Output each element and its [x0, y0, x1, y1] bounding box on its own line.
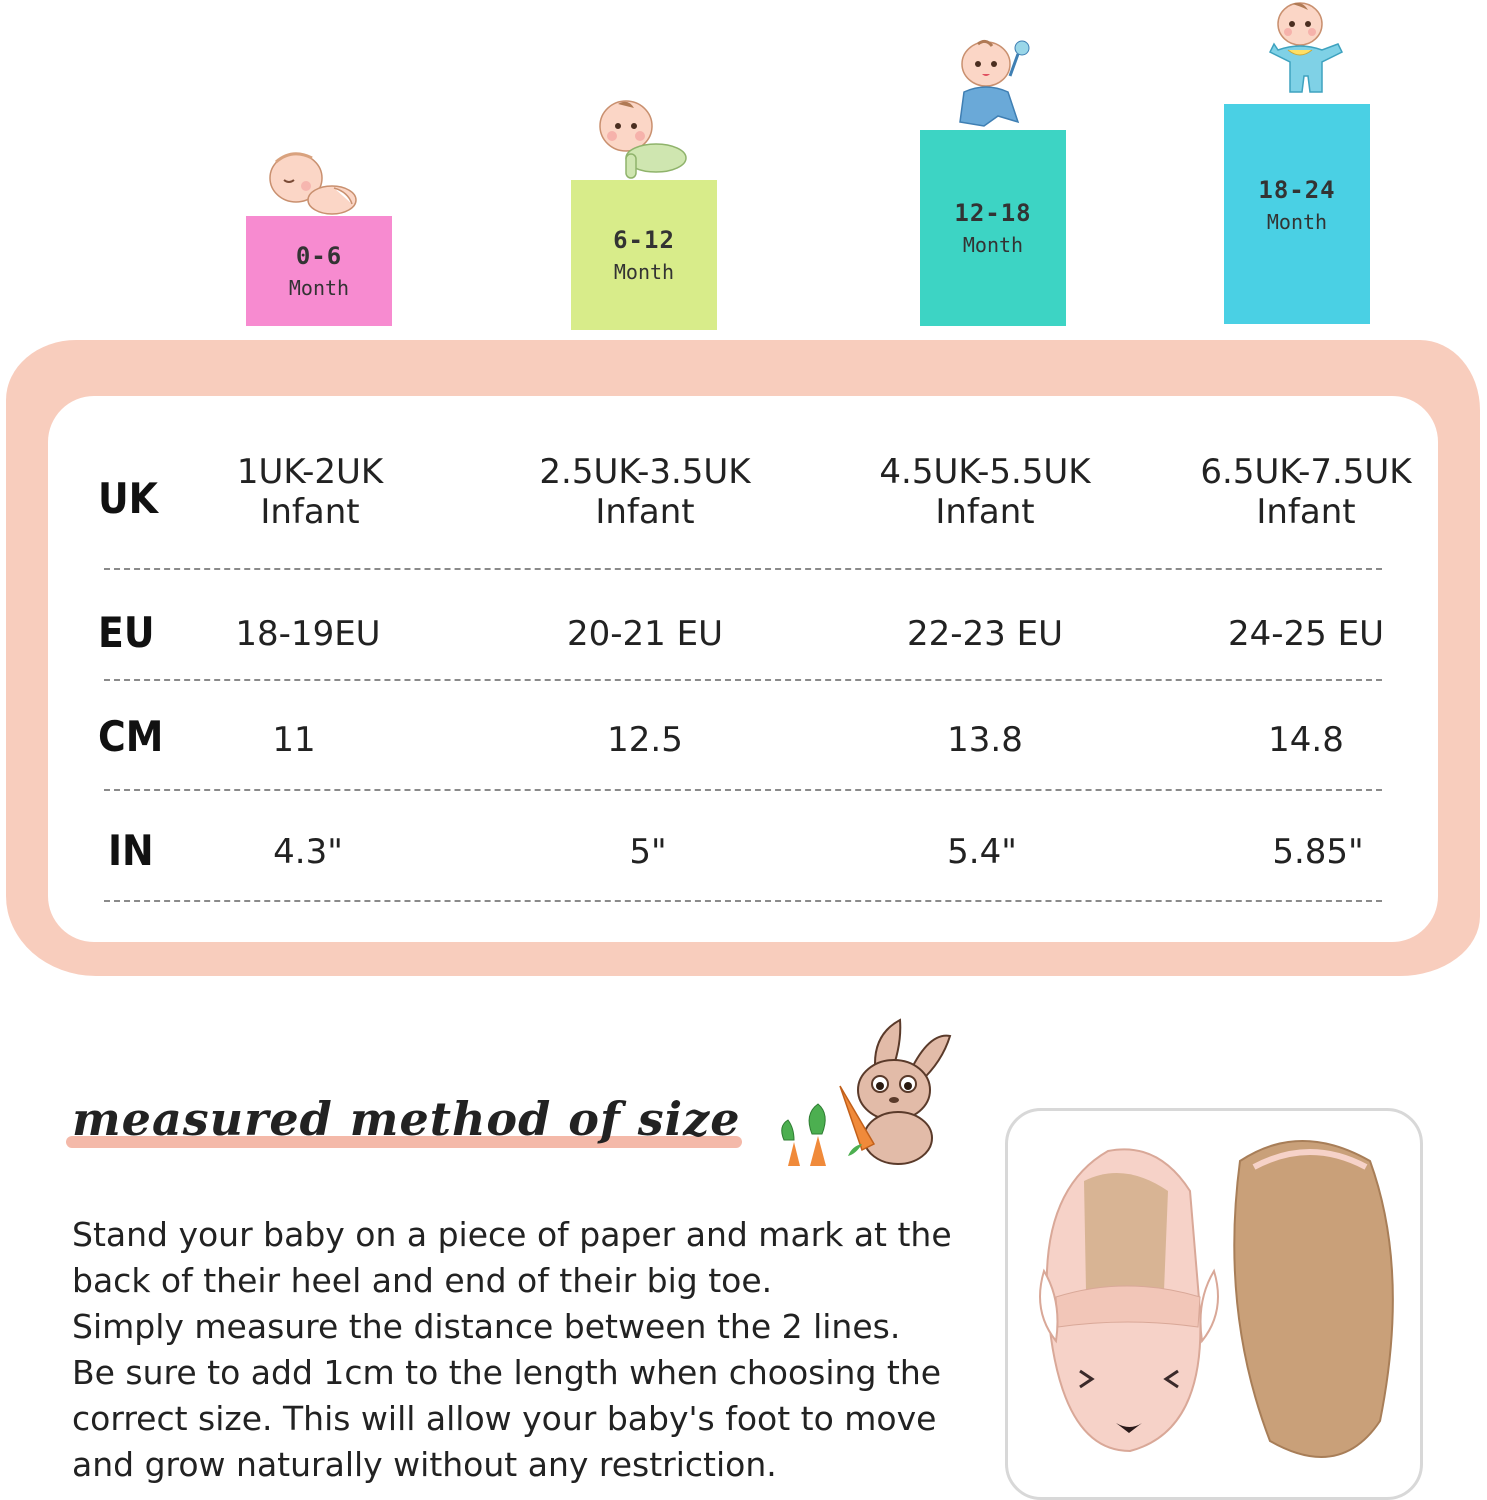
age-box-0-6 [246, 216, 392, 326]
method-description [72, 1212, 1002, 1488]
cm-cell: 11 [272, 720, 316, 760]
description-line: Simply measure the distance between the 2 lines. [72, 1307, 901, 1346]
cm-cell: 13.8 [947, 720, 1023, 760]
description-line: Stand your baby on a piece of paper and mark at the [72, 1215, 952, 1254]
age-range: 12-18 [954, 199, 1032, 227]
age-unit: Month [1266, 210, 1328, 234]
description-line: and grow naturally without any restriction. [72, 1445, 777, 1484]
bunny-carrot-icon [836, 1016, 956, 1166]
in-cell: 5.4" [947, 832, 1017, 872]
uk-cell: 1UK-2UK Infant [236, 452, 384, 532]
vegetable-icon [774, 1100, 844, 1170]
row-divider [104, 679, 1382, 681]
cm-cell: 12.5 [607, 720, 683, 760]
description-line: Be sure to add 1cm to the length when choosing the [72, 1353, 942, 1392]
shoe-photo-frame [1005, 1108, 1423, 1500]
age-unit: Month [962, 233, 1024, 257]
in-cell: 5" [629, 832, 667, 872]
age-box-6-12 [571, 180, 717, 330]
age-unit: Month [613, 260, 675, 284]
uk-cell: 6.5UK-7.5UK Infant [1200, 452, 1412, 532]
uk-cell: 2.5UK-3.5UK Infant [539, 452, 751, 532]
description-line: back of their heel and end of their big toe. [72, 1261, 773, 1300]
age-range: 6-12 [613, 226, 675, 254]
row-divider [104, 789, 1382, 791]
row-divider [104, 568, 1382, 570]
row-label-in: IN [108, 826, 154, 875]
age-box-12-18 [920, 130, 1066, 326]
age-range: 0-6 [295, 242, 343, 270]
row-divider [104, 900, 1382, 902]
eu-cell: 20-21 EU [567, 614, 723, 654]
in-cell: 4.3" [273, 832, 343, 872]
row-label-cm: CM [98, 712, 164, 761]
age-range: 18-24 [1258, 176, 1336, 204]
age-unit: Month [288, 276, 350, 300]
sleeping-baby-icon [262, 148, 362, 218]
cm-cell: 14.8 [1268, 720, 1344, 760]
description-line: correct size. This will allow your baby's foot to move [72, 1399, 937, 1438]
standing-baby-icon [1256, 0, 1346, 104]
crawling-baby-icon [592, 96, 692, 186]
in-cell: 5.85" [1272, 832, 1364, 872]
age-box-18-24 [1224, 104, 1370, 324]
eu-cell: 18-19EU [235, 614, 381, 654]
eu-cell: 22-23 EU [907, 614, 1063, 654]
eu-cell: 24-25 EU [1228, 614, 1384, 654]
row-label-eu: EU [98, 608, 155, 657]
bunny-shoe-photo [1008, 1111, 1420, 1497]
row-label-uk: UK [98, 474, 158, 523]
method-title: measured method of size [72, 1092, 741, 1146]
uk-cell: 4.5UK-5.5UK Infant [879, 452, 1091, 532]
sitting-baby-icon [948, 36, 1038, 130]
